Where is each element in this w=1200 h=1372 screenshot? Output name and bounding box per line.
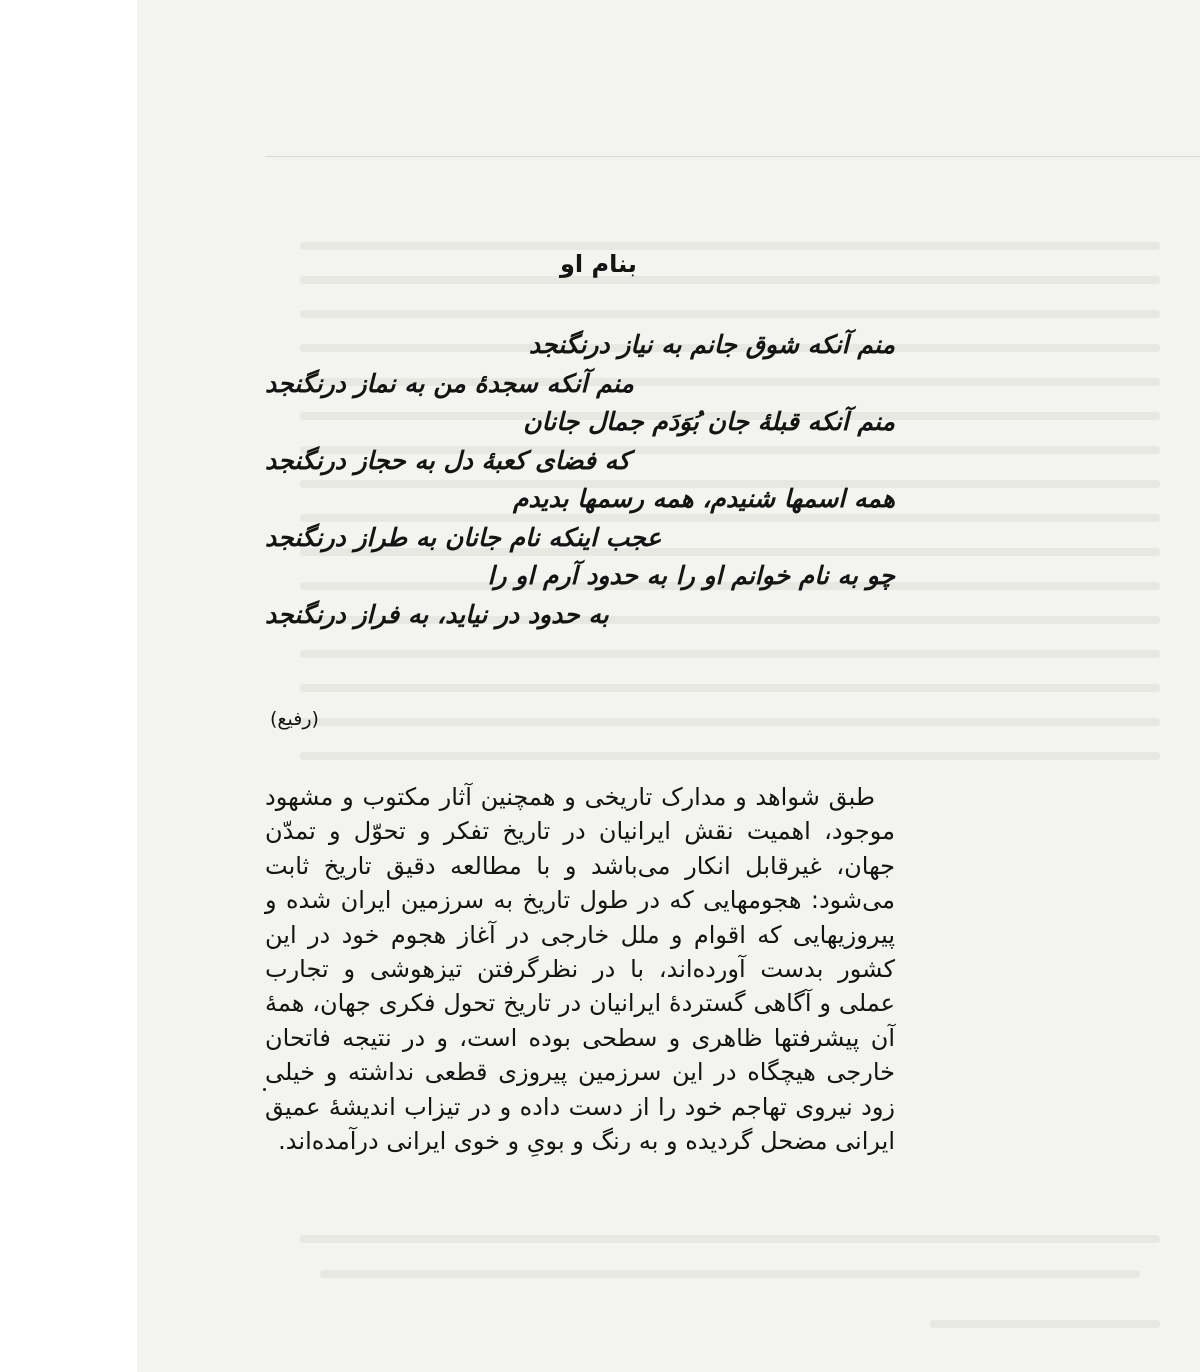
bleed-through-line xyxy=(300,1235,1160,1243)
bleed-through-line xyxy=(300,650,1160,658)
poem xyxy=(265,326,895,634)
bleed-through-line xyxy=(300,242,1160,250)
bleed-through-line xyxy=(300,310,1160,318)
paragraph: طبق شواهد و مدارک تاریخی و همچنین آثار مکتوب و مشهود موجود، اهمیت نقش ایرانیان در تاریخ تفکر و تحوّل و تمدّن جهان، غیرقابل انکار می‌باشد و با مطالعه دقیق تاریخ ثابت می‌شود: هجومهایی که در طول تاریخ به سرزمین ایران شده و پیروزیهایی که اقوام و ملل خارجی در آغاز هجوم خود در این کشور بدست آورده‌اند، با در نظرگرفتن تیزهوشی و تجارب عملی و آگاهی گستردهٔ ایرانیان در تاریخ تحول فکری جهان، همهٔ آن پیشرفتها ظاهری و سطحی بوده است، و در نتیجه فاتحان خارجی هیچگاه در این سرزمین پیروزی قطعی نداشته و خیلی زود نیروی تهاجم خود را از دست داده و در تیزاب اندیشهٔ عمیق ایرانی مضحل گردیده و به رنگ و بویِ و خوی ایرانی درآمده‌اند. xyxy=(265,783,895,1156)
poem-line: همه اسمها شنیدم، همه رسمها بدیدم xyxy=(512,484,895,513)
bleed-through-line xyxy=(320,1270,1140,1278)
poem-line: چو به نام خوانم او را به حدود آرم او را xyxy=(487,561,895,590)
page-heading: بنام او xyxy=(560,250,637,278)
poem-attribution: (رفیع) xyxy=(270,708,319,730)
bleed-through-line xyxy=(300,684,1160,692)
poem-line: که فضای کعبهٔ دل به حجاز درنگنجد xyxy=(265,445,630,475)
bleed-through-line xyxy=(930,1320,1160,1328)
body-text xyxy=(265,780,895,1158)
poem-line: به حدود در نیاید، به فراز درنگنجد xyxy=(265,599,609,629)
bleed-through-line xyxy=(300,752,1160,760)
poem-line: عجب اینکه نام جانان به طراز درنگنجد xyxy=(265,522,662,552)
poem-line: منم آنکه سجدهٔ من به نماز درنگنجد xyxy=(265,368,634,398)
bleed-through-header xyxy=(265,112,1200,157)
poem-line: منم آنکه قبلهٔ جان بُوَدَم جمال جانان xyxy=(523,407,895,436)
bleed-through-line xyxy=(300,718,1160,726)
bleed-through-line xyxy=(300,276,1160,284)
poem-line: منم آنکه شوق جانم به نیاز درنگنجد xyxy=(528,330,895,359)
ink-speck xyxy=(263,1088,266,1091)
